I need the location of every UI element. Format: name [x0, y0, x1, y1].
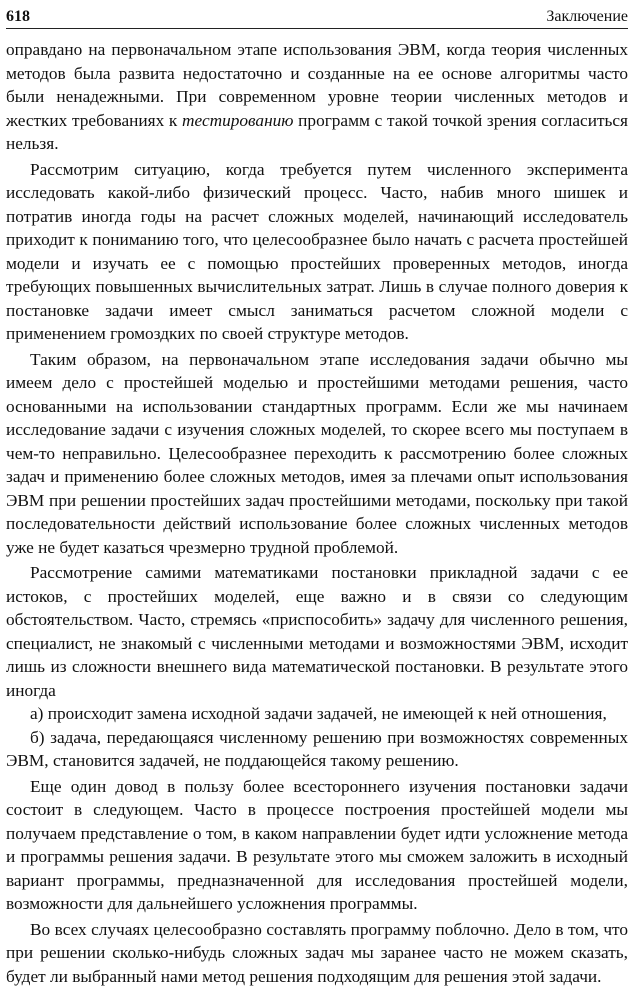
running-header — [6, 6, 628, 29]
paragraph: Таким образом, на первоначальном этапе исследования задачи обычно мы имеем дело с простейшей моделью и простейшими методами решения, часто основанными на использовании стандартных программ. Если же мы начинаем исследование задачи с изучения сложных моделей, то скорее всего мы поступаем в чем-то неправильно. Целесообразнее переходить к рассмотрению более сложных задач и применению более сложных методов, имея за плечами опыт использования ЭВМ при решении простейших задач простейшими методами, поскольку при такой последовательности действий использование более сложных численных методов уже не будет казаться чрезмерно трудной проблемой. — [6, 349, 628, 557]
paragraph: Рассмотрим ситуацию, когда требуется путем численного эксперимента исследовать какой-либо физический процесс. Часто, набив много шишек и потратив иногда годы на расчет сложных моделей, начинающий исследователь приходит к пониманию того, что целесообразнее было начать с расчета простейшей модели и изучать ее с помощью простейших проверенных методов, иногда требующих повышенных вычислительных затрат. Лишь в случае полного доверия к постановке задачи имеет смысл заниматься расчетом сложной модели с применением громоздких по своей структуре методов. — [6, 159, 628, 343]
paragraph-text: оправдано на первоначальном этапе использования ЭВМ, когда теория численных методов была развита недостаточно и созданные на ее основе алгоритмы часто были ненадежными. При современном уровне теории численных методов и жестких требованиях к — [6, 40, 628, 130]
list-item: б) задача, передающаяся численному решению при возможностях современных ЭВМ, становится задачей, не поддающейся такому решению. — [6, 727, 628, 770]
paragraph-continuation — [6, 38, 628, 156]
list-item: а) происходит замена исходной задачи задачей, не имеющей к ней отношения, — [30, 704, 607, 723]
paragraph: Еще один довод в пользу более всестороннего изучения постановки задачи состоит в следующем. Часто в процессе построения простейшей модели мы получаем представление о том, в каком направлении будет идти усложнение метода и программы решения задачи. В результате этого мы сможем заложить в исходный вариант программы, предназначенной для исследования простейшей модели, возможности для дальнейшего усложнения программы. — [6, 776, 628, 913]
paragraph: Во всех случаях целесообразно составлять программу поблочно. Дело в том, что при решении сколько-нибудь сложных задач мы заранее часто не можем сказать, будет ли выбранный нами метод решения подходящим для решения этой задачи. — [6, 919, 628, 986]
emphasized-term: тестированию — [182, 110, 294, 130]
section-title: Заключение — [546, 8, 628, 25]
paragraph: Рассмотрение самими математиками постановки прикладной задачи с ее истоков, с простейших моделей, еще важно и в связи со следующим обстоятельством. Часто, стремясь «приспособить» задачу для численного решения, специалист, не знакомый с численными методами и возможностями ЭВМ, исходит лишь из сложности внешнего вида математической постановки. В результате этого иногда — [6, 563, 628, 700]
page-number: 618 — [6, 8, 30, 25]
paragraph-text: программ с такой точкой зрения согласиться нельзя. — [6, 110, 629, 153]
body-text — [6, 38, 628, 988]
